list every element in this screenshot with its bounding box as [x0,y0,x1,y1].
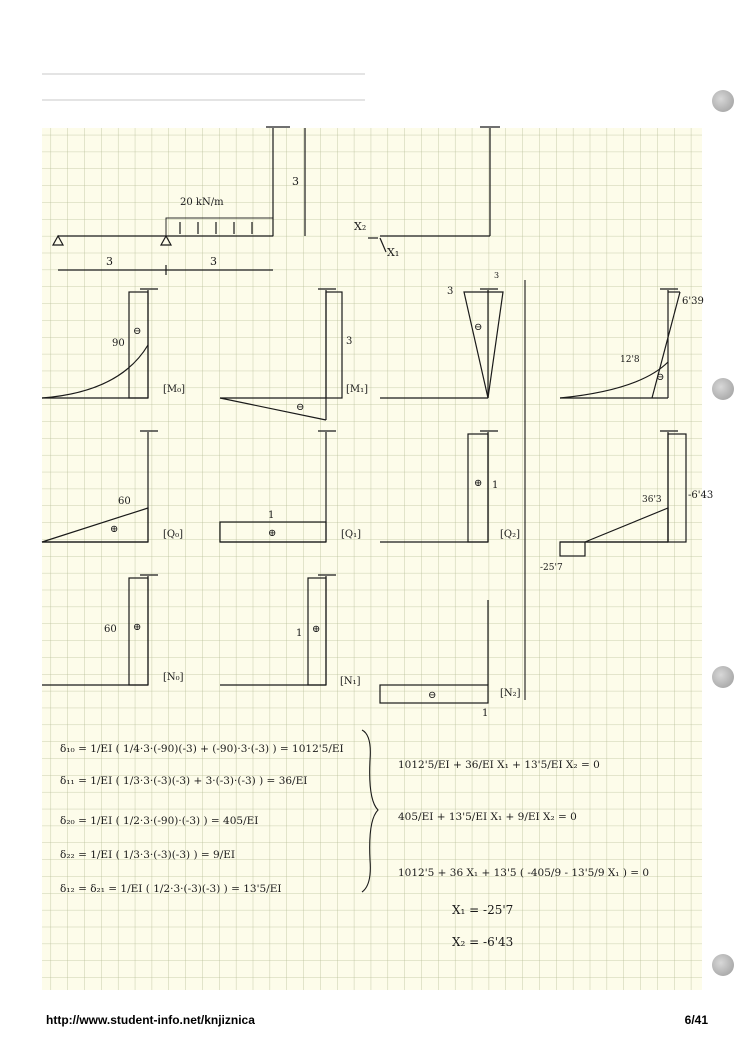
q0-sign: ⊕ [110,524,119,535]
punch-hole-1 [712,90,734,112]
q-final-value-mid: 36'3 [642,495,662,505]
m1-tag: [M₁] [346,384,369,395]
n0-tag: [N₀] [163,672,184,683]
punch-hole-3 [712,666,734,688]
punch-hole-2 [712,378,734,400]
q0-value: 60 [118,496,131,507]
m-final-value-mid: 12'8 [620,355,640,365]
q1-tag: [Q₁] [341,529,362,540]
n2-value: 1 [482,708,489,719]
x1-label: X₁ [387,246,400,259]
delta-11-equation: δ₁₁ = 1/EI ( 1/3·3·(-3)(-3) + 3·(-3)·(-3) ) = 36/EI [60,775,308,787]
equation-1: 1012'5/EI + 36/EI X₁ + 13'5/EI X₂ = 0 [398,759,600,771]
q2-value: 1 [492,480,499,491]
m0-sign: ⊖ [133,326,142,337]
equation-3: 1012'5 + 36 X₁ + 13'5 ( -405/9 - 13'5/9 X₁ ) = 0 [398,867,650,879]
m1-value: 3 [346,336,353,347]
x2-label: X₂ [354,220,367,233]
span-right-label: 3 [210,255,217,268]
m0-value: 90 [112,338,125,349]
q0-tag: [Q₀] [163,529,184,540]
n1-sign: ⊕ [312,624,321,635]
n2-tag: [N₂] [500,688,521,699]
q2-tag: [Q₂] [500,529,521,540]
m-final-value-top: 6'39 [682,296,704,307]
q-final-value-left: -25'7 [540,563,563,573]
delta-22-equation: δ₂₂ = 1/EI ( 1/3·3·(-3)(-3) ) = 9/EI [60,849,236,861]
n0-value: 60 [104,624,117,635]
q2-sign: ⊕ [474,478,483,489]
equation-2: 405/EI + 13'5/EI X₁ + 9/EI X₂ = 0 [398,811,577,823]
q-final-value-right: -6'43 [688,490,714,501]
m2-value-top: 3 [447,286,454,297]
load-label: 20 kN/m [180,197,224,208]
q1-sign: ⊕ [268,528,277,539]
delta-10-equation: δ₁₀ = 1/EI ( 1/4·3·(-90)(-3) + (-90)·3·(-3) ) = 1012'5/EI [60,743,344,755]
n0-sign: ⊕ [133,622,142,633]
delta-12-equation: δ₁₂ = δ₂₁ = 1/EI ( 1/2·3·(-3)(-3) ) = 13'5/EI [60,883,282,895]
span-left-label: 3 [106,255,113,268]
x1-result: X₁ = -25'7 [452,903,514,917]
m2-value-side: 3 [494,271,500,280]
m2-sign: ⊖ [474,322,483,333]
n1-tag: [N₁] [340,676,361,687]
punch-hole-4 [712,954,734,976]
footer-url-link[interactable]: http://www.student-info.net/knjiznica [46,1013,255,1027]
q1-value: 1 [268,510,275,521]
n2-sign: ⊖ [428,690,437,701]
m-final-sign: ⊖ [656,372,665,383]
delta-20-equation: δ₂₀ = 1/EI ( 1/2·3·(-90)·(-3) ) = 405/EI [60,815,259,827]
x2-result: X₂ = -6'43 [452,935,514,949]
n1-value: 1 [296,628,303,639]
page-number: 6/41 [684,1013,708,1027]
m1-sign: ⊖ [296,402,305,413]
column-height-label: 3 [292,175,299,188]
m0-tag: [M₀] [163,384,186,395]
